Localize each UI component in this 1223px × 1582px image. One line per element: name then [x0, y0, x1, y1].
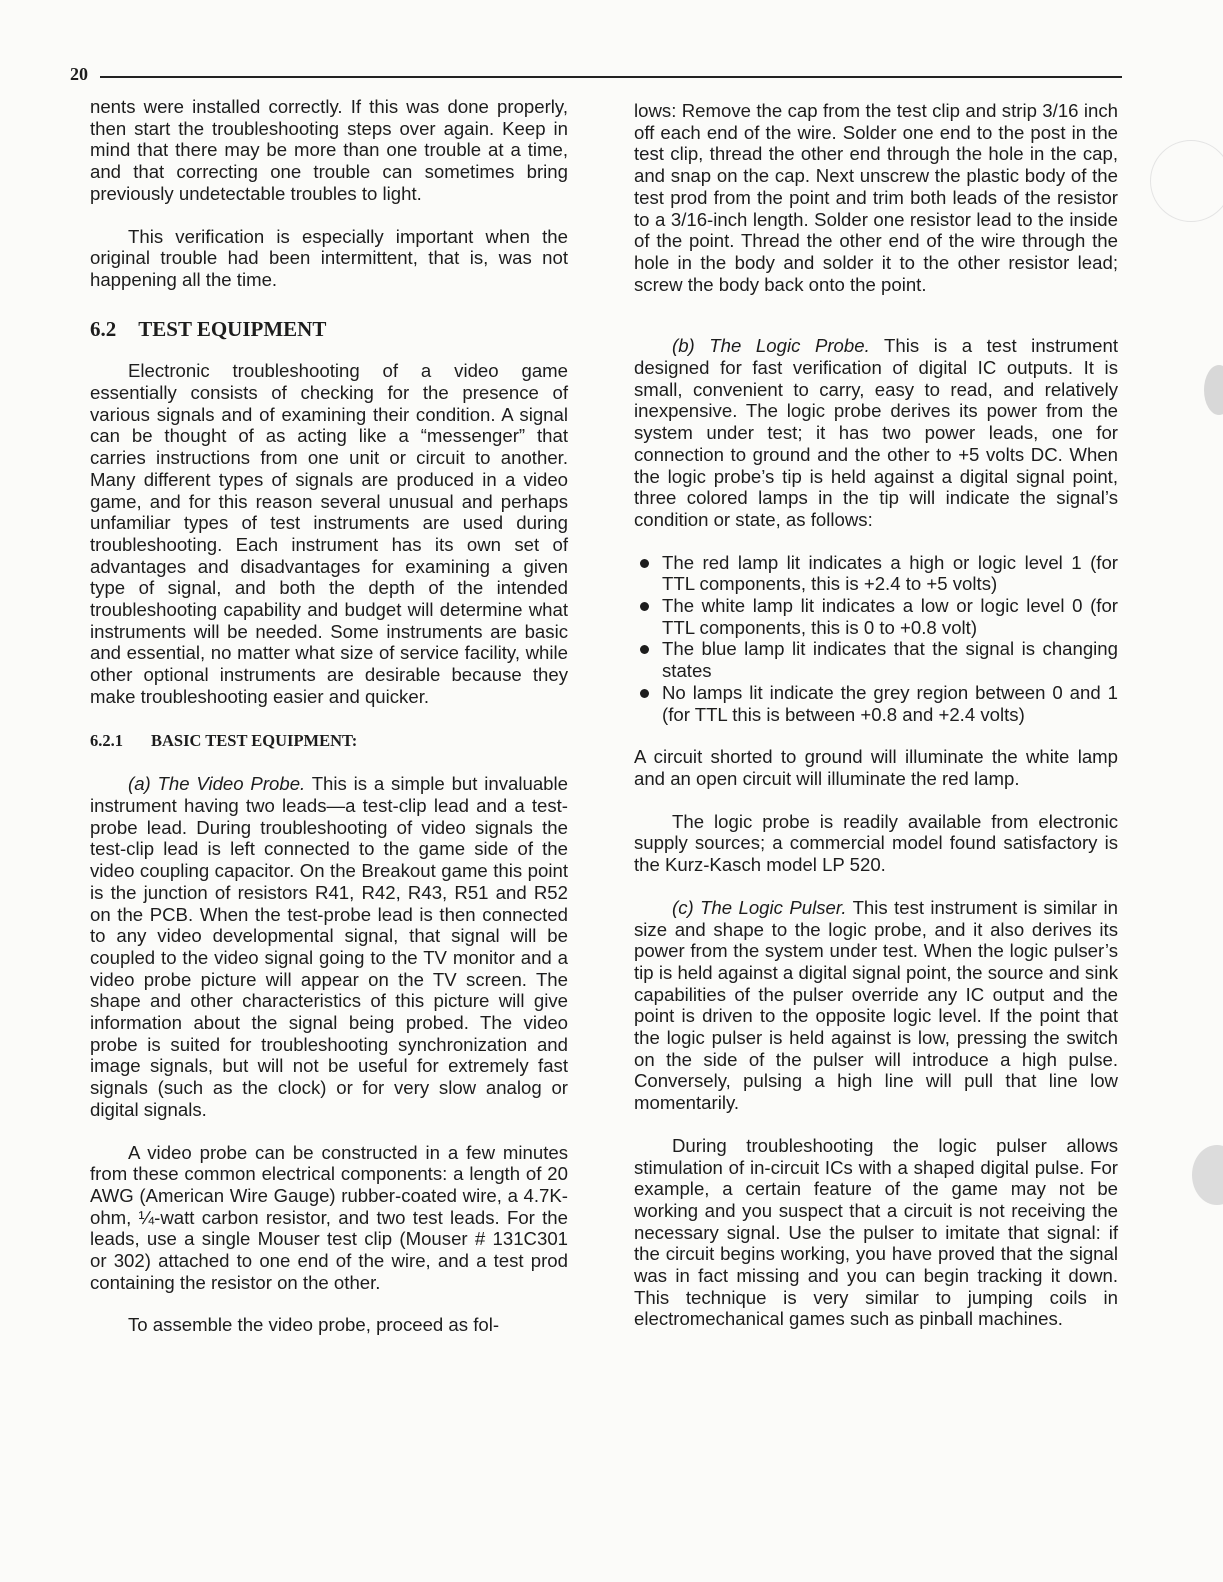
logic-pulser-title: (c) The Logic Pulser. — [672, 896, 847, 918]
subsection-number: 6.2.1 — [90, 730, 123, 750]
binder-hole-mark-top — [1204, 365, 1223, 415]
subsection-title: BASIC TEST EQUIPMENT: — [151, 730, 358, 750]
logic-pulser-paragraph — [634, 897, 1118, 1114]
list-item: The red lamp lit indicates a high or logic level 1 (for TTL components, this is +2.4 to +5 volts) — [634, 552, 1118, 595]
list-item: The blue lamp lit indicates that the signal is changing states — [634, 638, 1118, 681]
video-probe-paragraph — [90, 773, 568, 1120]
right-paragraph-1: lows: Remove the cap from the test clip and strip 3/16 inch off each end of the wire. Solder one end to the post in the test clip, thread the other end through the hole in the cap, and snap on the cap. Next unscrew the plastic body of the test prod from the point and trim both leads of the resistor to a 3/16-inch length. Solder one resistor lead to the inside of the point. Thread the other end of the wire through the hole in the body and solder it to the other resistor lead; screw the body back onto the point. — [634, 100, 1118, 295]
lamp-bullet-list — [634, 552, 1118, 726]
logic-probe-text: This is a test instrument designed for fast verification of digital IC outputs. It is small, convenient to carry, easy to read, and relatively inexpensive. The logic probe derives its power from the system under test; it has two power leads, one for connection to ground and the other to +5 volts DC. When the logic probe’s tip is held against a digital signal point, three colored lamps in the tip will indicate the signal’s condition or state, as follows: — [634, 335, 1118, 530]
header-rule — [100, 76, 1122, 78]
logic-pulser-text: This test instrument is similar in size and shape to the logic probe, and it also derives its power from the system under test. When the logic pulser’s tip is held against a digital signal point, the source and sink capabilities of the pulser override any IC output and the point is driven to the opposite logic level. If the point that the logic pulser is held against is low, pressing the switch on the side of the pulser will introduce a high pulse. Conversely, pulsing a high line will pull that line low momentarily. — [634, 896, 1118, 1114]
binder-hole-mark-bottom — [1192, 1145, 1223, 1205]
left-paragraph-2: This verification is especially important when the original trouble had been intermittent, that is, was not happening all the time. — [90, 225, 568, 290]
left-column — [90, 96, 568, 1357]
list-item: No lamps lit indicate the grey region between 0 and 1 (for TTL this is between +0.8 and +2.4 volts) — [634, 682, 1118, 725]
right-paragraph-6: During troubleshooting the logic pulser allows stimulation of in-circuit ICs with a shaped digital pulse. For example, a certain feature of the game may not be working and you suspect that a circuit is not receiving the necessary signal. Use the pulser to imitate that signal: if the circuit begins working, you have proved that the signal was in fact missing and you can begin tracking it down. This technique is very similar to jumping coils in electromechanical games such as pinball machines. — [634, 1134, 1118, 1330]
video-probe-text: This is a simple but invaluable instrument having two leads—a test-clip lead and a test-probe lead. During troubleshooting of video signals the test-clip lead is left connected to the game side of the video coupling capacitor. On the Breakout game this point is the junction of resistors R41, R42, R43, R51 and R52 on the PCB. When the test-probe lead is then connected to any video developmental signal, that signal will be coupled to the video signal going to the TV monitor and a video probe picture will appear on the TV screen. The shape and other characteristics of this picture will give information about the signal being probed. The video probe is suited for troubleshooting synchronization and image signals, but will not be useful for extremely fast signals (such as the clock) or for very slow analog or digital signals. — [90, 773, 568, 1120]
logic-probe-paragraph — [634, 335, 1118, 530]
page-number: 20 — [70, 64, 88, 84]
left-paragraph-3: Electronic troubleshooting of a video game essentially consists of checking for the presence of various signals and of examining their condition. A signal can be thought of as acting like a “messenger” that carries instructions from one unit or circuit to another. Many different types of signals are produced in a video game, and for this reason several unusual and perhaps unfamiliar types of test instruments are used during troubleshooting. Each instrument has its own set of advantages and disadvantages for examining a given type of signal, and both the depth of the intended troubleshooting capability and budget will determine what instruments will be needed. Some instruments are basic and essential, no matter what size of service facility, while other optional instruments are desirable because they make troubleshooting easier and quicker. — [90, 360, 568, 707]
video-probe-title: (a) The Video Probe. — [128, 773, 306, 795]
left-paragraph-5: A video probe can be constructed in a few minutes from these common electrical components: a length of 20 AWG (American Wire Gauge) rubber-coated wire, a 4.7K-ohm, ¼-watt carbon resistor, and two test leads. For the leads, use a single Mouser test clip (Mouser # 131C301 or 302) attached to one end of the wire, and a test prod containing the resistor on the other. — [90, 1141, 568, 1293]
right-paragraph-3: A circuit shorted to ground will illuminate the white lamp and an open circuit will illuminate the red lamp. — [634, 746, 1118, 789]
left-paragraph-6: To assemble the video probe, proceed as fol- — [128, 1314, 500, 1336]
binder-hole-outline-top — [1150, 140, 1223, 222]
left-paragraph-1: nents were installed correctly. If this was done properly, then start the troubleshooting steps over again. Keep in mind that there may be more than one trouble at a time, and that correcting one trouble can sometimes bring previously undetectable troubles to light. — [90, 96, 568, 204]
logic-probe-title: (b) The Logic Probe. — [672, 335, 870, 357]
page-header — [70, 64, 1122, 86]
right-column — [634, 100, 1118, 1351]
right-paragraph-4: The logic probe is readily available from electronic supply sources; a commercial model found satisfactory is the Kurz-Kasch model LP 520. — [634, 810, 1118, 876]
list-item: The white lamp lit indicates a low or logic level 0 (for TTL components, this is 0 to +0.8 volt) — [634, 595, 1118, 638]
section-title: TEST EQUIPMENT — [138, 316, 327, 341]
section-heading — [90, 316, 568, 341]
section-number: 6.2 — [90, 316, 117, 341]
subsection-heading — [90, 730, 568, 752]
